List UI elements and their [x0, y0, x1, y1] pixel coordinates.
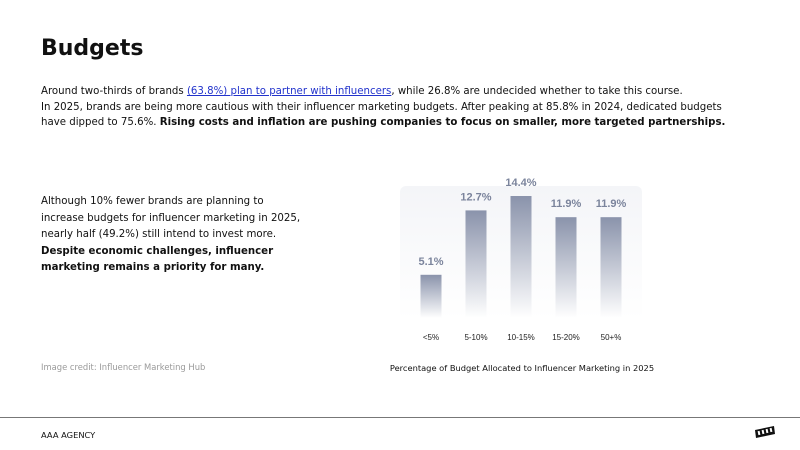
side-text-normal: Although 10% fewer brands are planning to increase budgets for influencer marketing in 2025, nearly half (49.2%) still intend to invest more.: [41, 196, 301, 240]
side-text-bold: Despite economic challenges, influencer marketing remains a priority for many.: [41, 245, 274, 273]
agency-logo-icon: [754, 424, 776, 440]
chart-value-label: 5.1%: [418, 255, 444, 268]
chart-value-label: 12.7%: [460, 191, 492, 204]
chart-bar: [466, 210, 487, 318]
chart-bar: [556, 217, 577, 318]
footer-agency-name: AAA AGENCY: [41, 430, 96, 440]
chart-category-label: 5-10%: [464, 333, 488, 342]
chart-bar: [421, 275, 442, 318]
chart-category-label: 15-20%: [552, 333, 580, 342]
footer-divider: [0, 417, 800, 418]
chart-bar: [511, 196, 532, 318]
chart-category-label: 50+%: [600, 333, 622, 342]
chart-value-label: 11.9%: [595, 198, 627, 211]
chart-category-label: 10-15%: [507, 333, 535, 342]
intro-p2-bold: Rising costs and inflation are pushing companies to focus on smaller, more targeted partnerships.: [159, 117, 726, 128]
page-title: Budgets: [41, 36, 144, 61]
chart-value-label: 14.4%: [505, 177, 537, 189]
image-credit: Image credit: Influencer Marketing Hub: [41, 362, 206, 372]
intro-p2-normal: In 2025, brands are being more cautious with their influencer marketing budgets. After peaking at 85.8% in 2024, dedicated budgets have dipped to 75.6%.: [41, 101, 722, 128]
influencer-partner-link[interactable]: (63.8%) plan to partner with influencers: [186, 86, 392, 97]
intro-p1-after: , while 26.8% are undecided whether to take this course.: [391, 86, 683, 97]
intro-p1-before: Around two-thirds of brands: [41, 86, 187, 97]
chart-category-label: <5%: [422, 333, 440, 342]
chart-bar: [601, 217, 622, 318]
chart-title: Percentage of Budget Allocated to Influencer Marketing in 2025: [389, 363, 655, 373]
chart-value-label: 11.9%: [550, 198, 582, 211]
